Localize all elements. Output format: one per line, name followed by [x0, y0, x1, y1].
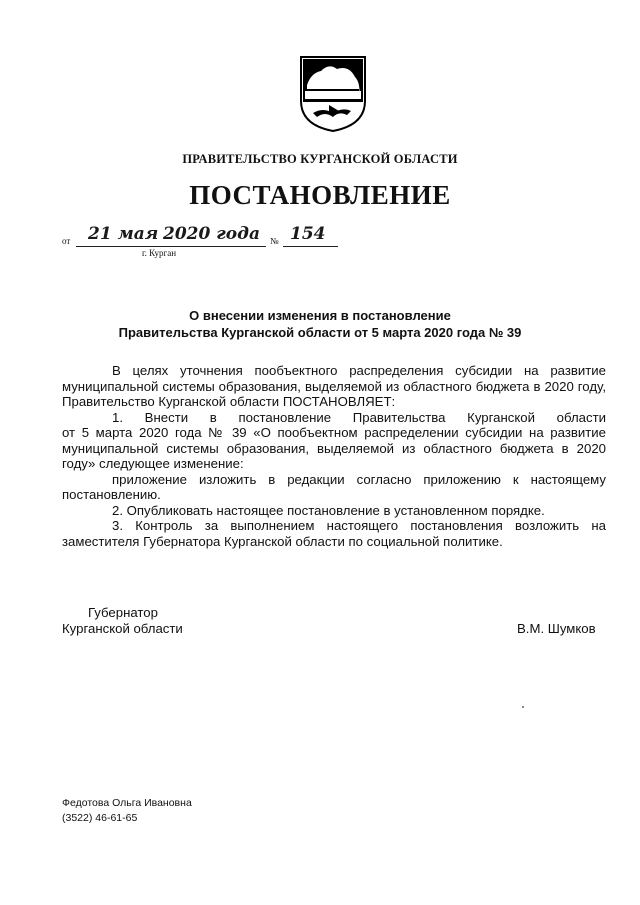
subject-line-1: О внесении изменения в постановление	[189, 308, 451, 323]
paragraph-item-1-cont: от 5 марта 2020 года № 39 «О пообъектном распределении субсидии на развитие муниципальной системы образования, выделяемой из областного бюджета в 2020 году» следующее изменение:	[62, 425, 606, 471]
signatory-position	[62, 605, 183, 637]
number-label: №	[270, 236, 279, 246]
number-underline	[283, 246, 338, 247]
document-subject	[0, 307, 640, 341]
paragraph-item-3: 3. Контроль за выполнением настоящего постановления возложить на заместителя Губернатора Курганской области по социальной политике.	[62, 518, 606, 549]
speck-mark	[522, 706, 524, 708]
document-type-title: ПОСТАНОВЛЕНИЕ	[189, 180, 451, 210]
government-name: ПРАВИТЕЛЬСТВО КУРГАНСКОЙ ОБЛАСТИ	[182, 152, 458, 166]
signatory-name: В.М. Шумков	[517, 621, 596, 636]
date-from-label: от	[62, 236, 71, 246]
paragraph-preamble: В целях уточнения пообъектного распределения субсидии на развитие муниципальной системы образования, выделяемой из областного бюджета в 2020 году, Правительство Курганской области ПОСТАНОВЛЯЕТ:	[62, 363, 606, 409]
number-handwritten: 154	[290, 224, 326, 244]
signatory-position-line-1: Губернатор	[88, 605, 158, 620]
city-label: г. Курган	[142, 248, 177, 258]
coat-of-arms-icon	[299, 55, 367, 133]
subject-line-2: Правительства Курганской области от 5 марта 2020 года № 39	[118, 325, 522, 340]
signatory-position-line-2: Курганской области	[62, 621, 183, 636]
document-body	[62, 363, 606, 549]
paragraph-change: приложение изложить в редакции согласно приложению к настоящему постановлению.	[62, 471, 606, 502]
executor-phone: (3522) 46-61-65	[62, 812, 138, 824]
executor-info	[62, 796, 192, 826]
executor-name: Федотова Ольга Ивановна	[62, 797, 192, 809]
paragraph-item-1-start: 1. Внести в постановление Правительства Курганской области	[112, 409, 606, 425]
date-handwritten-year: 2020 года	[163, 224, 260, 244]
paragraph-item-2: 2. Опубликовать настоящее постановление в установленном порядке.	[112, 502, 545, 518]
date-underline	[76, 246, 266, 247]
date-handwritten-day-month: 21 мая	[88, 224, 159, 244]
